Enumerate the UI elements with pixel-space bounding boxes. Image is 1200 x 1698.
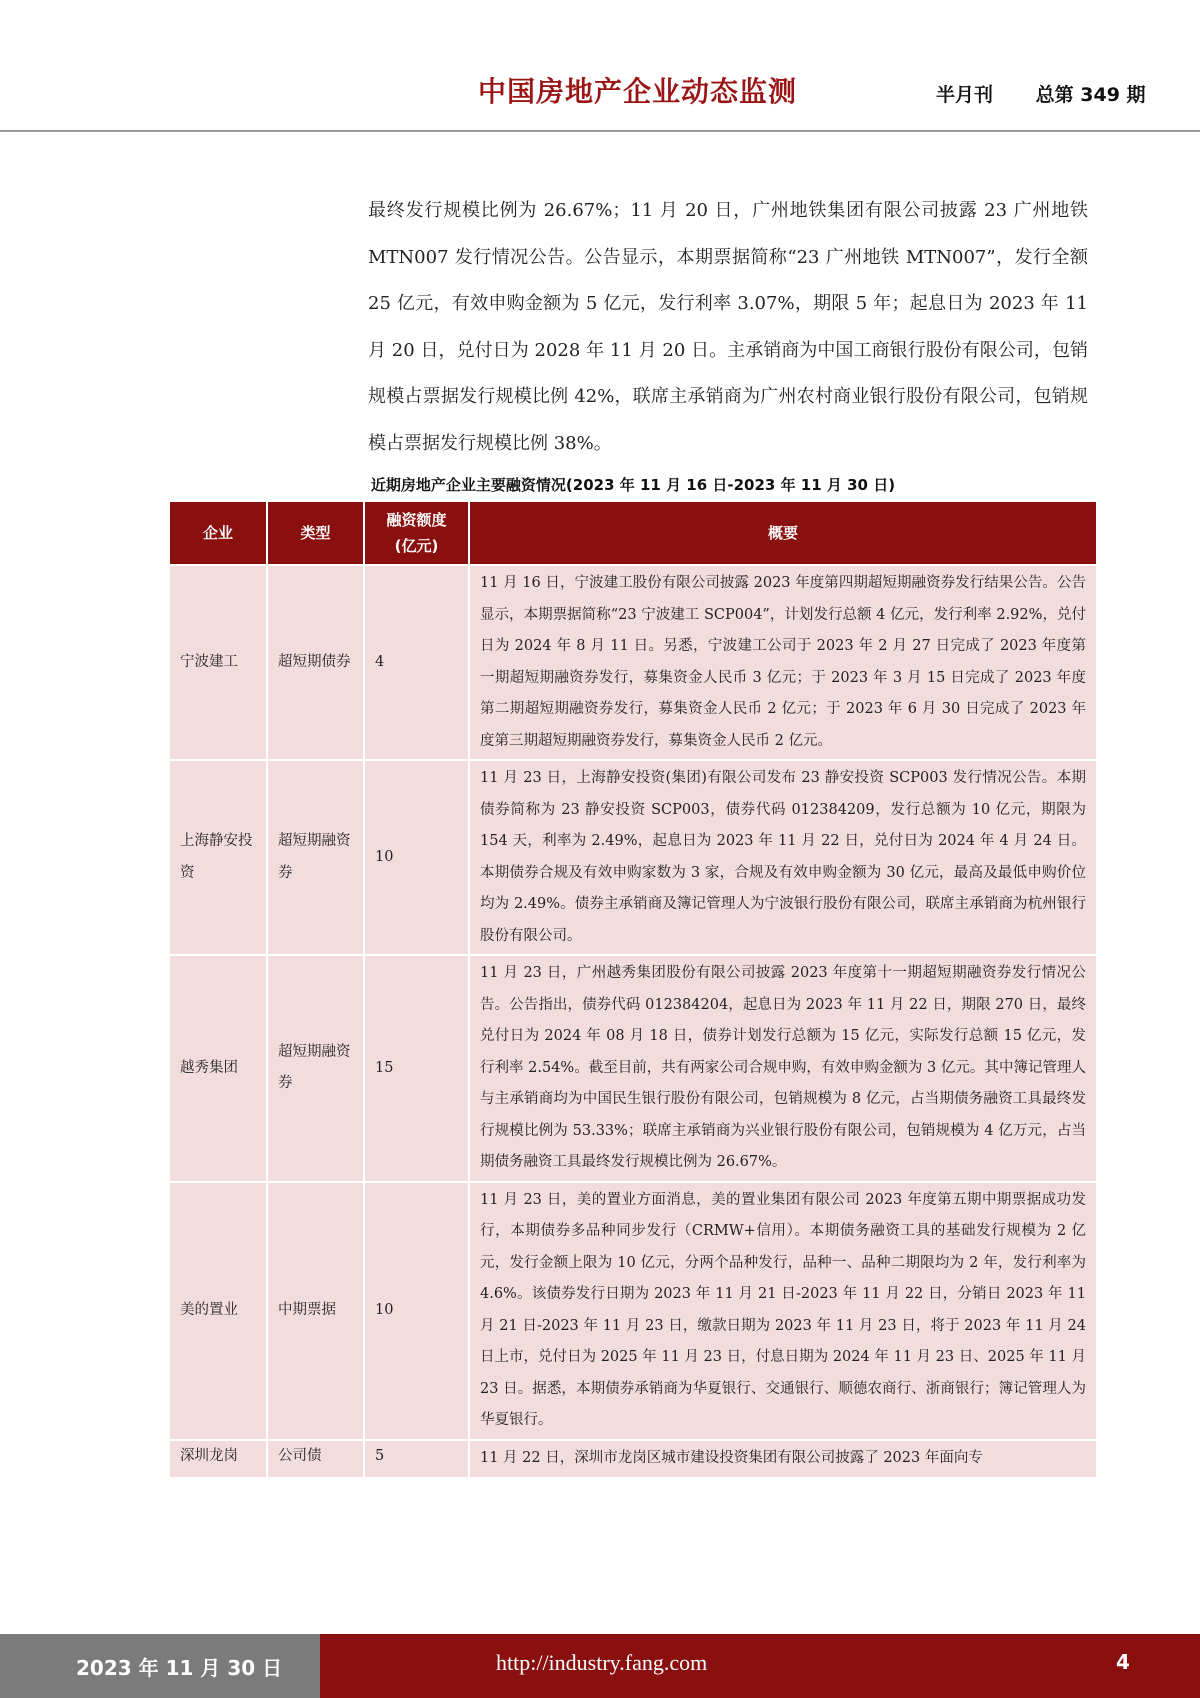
cell-company: 上海静安投资 [170,760,267,955]
cell-company: 越秀集团 [170,955,267,1182]
table-row [170,760,1096,955]
cell-summary: 11 月 23 日，广州越秀集团股份有限公司披露 2023 年度第十一期超短期融资券发行情况公告。公告指出，债券代码 012384204，起息日为 2023 年 11 月 22 日，期限 270 日，最终兑付日为 2024 年 08 月 18 日，债券计划发行总额为 15 亿元，实际发行总额 15 亿元，发行利率 2.54%。截至目前，共有两家公司合规申购，有效申购金额为 3 亿元。其中簿记管理人与主承销商均为中国民生银行股份有限公司，包销规模为 8 亿元，占当期债务融资工具最终发行规模比例为 53.33%；联席主承销商为兴业银行股份有限公司，包销规模为 4 亿万元，占当期债务融资工具最终发行规模比例为 26.67%。 [469,955,1096,1182]
intro-text [368,188,1088,467]
table-row [170,565,1096,760]
header-amount [364,502,469,565]
header-amount-unit: (亿元) [394,537,439,555]
issue-number: 总第 349 期 [1035,84,1146,106]
frequency-label: 半月刊 [936,84,994,106]
cell-type: 超短期债券 [267,565,364,760]
footer-date: 2023 年 11 月 30 日 [76,1656,283,1680]
cell-amount: 5 [364,1440,469,1477]
header-summary: 概要 [469,502,1096,565]
header-divider [0,130,1200,132]
cell-summary: 11 月 22 日，深圳市龙岗区城市建设投资集团有限公司披露了 2023 年面向专 [469,1440,1096,1477]
header-type: 类型 [267,502,364,565]
cell-company: 深圳龙岗 [170,1440,267,1477]
cell-type: 超短期融资券 [267,955,364,1182]
table-row [170,1440,1096,1477]
cell-company: 宁波建工 [170,565,267,760]
cell-summary: 11 月 16 日，宁波建工股份有限公司披露 2023 年度第四期超短期融资券发行结果公告。公告显示，本期票据简称“23 宁波建工 SCP004”，计划发行总额 4 亿元，发行利率 2.92%，兑付日为 2024 年 8 月 11 日。另悉，宁波建工公司于 2023 年 2 月 27 日完成了 2023 年度第一期超短期融资券发行，募集资金人民币 3 亿元；于 2023 年 3 月 15 日完成了 2023 年度第二期超短期融资券发行，募集资金人民币 2 亿元；于 2023 年 6 月 30 日完成了 2023 年度第三期超短期融资券发行，募集资金人民币 2 亿元。 [469,565,1096,760]
issue-info [936,80,1146,107]
cell-amount: 15 [364,955,469,1182]
intro-paragraph: 最终发行规模比例为 26.67%；11 月 20 日，广州地铁集团有限公司披露 23 广州地铁 MTN007 发行情况公告。公告显示，本期票据简称“23 广州地铁 MTN007”，发行全额 25 亿元，有效申购金额为 5 亿元，发行利率 3.07%，期限 5 年；起息日为 2023 年 11 月 20 日，兑付日为 2028 年 11 月 20 日。主承销商为中国工商银行股份有限公司，包销规模占票据发行规模比例 42%，联席主承销商为广州农村商业银行股份有限公司，包销规模占票据发行规模比例 38%。 [368,200,1088,454]
cell-amount: 10 [364,1182,469,1440]
report-title: 中国房地产企业动态监测 [478,75,798,108]
header-amount-label: 融资额度 [386,511,447,529]
cell-type: 中期票据 [267,1182,364,1440]
cell-summary: 11 月 23 日，美的置业方面消息，美的置业集团有限公司 2023 年度第五期中期票据成功发行，本期债券多品种同步发行（CRMW+信用）。本期债务融资工具的基础发行规模为 2 亿元，发行金额上限为 10 亿元，分两个品种发行，品种一、品种二期限均为 2 年，发行利率为 4.6%。该债券发行日期为 2023 年 11 月 21 日-2023 年 11 月 22 日，分销日 2023 年 11 月 21 日-2023 年 11 月 23 日，缴款日期为 2023 年 11 月 23 日，将于 2023 年 11 月 24 日上市，兑付日为 2025 年 11 月 23 日，付息日期为 2024 年 11 月 23 日、2025 年 11 月 23 日。据悉，本期债券承销商为华夏银行、交通银行、顺德农商行、浙商银行；簿记管理人为华夏银行。 [469,1182,1096,1440]
cell-type: 超短期融资券 [267,760,364,955]
cell-amount: 4 [364,565,469,760]
table-header-row [170,502,1096,565]
cell-type: 公司债 [267,1440,364,1477]
header-company: 企业 [170,502,267,565]
cell-company: 美的置业 [170,1182,267,1440]
footer-url-bar [320,1634,1200,1698]
cell-summary: 11 月 23 日，上海静安投资(集团)有限公司发布 23 静安投资 SCP003 发行情况公告。本期债券简称为 23 静安投资 SCP003，债券代码 012384209，发行总额为 10 亿元，期限为 154 天，利率为 2.49%，起息日为 2023 年 11 月 22 日，兑付日为 2024 年 4 月 24 日。本期债券合规及有效申购家数为 3 家，合规及有效申购金额为 30 亿元，最高及最低申购价位均为 2.49%。债券主承销商及簿记管理人为宁波银行股份有限公司，联席主承销商为杭州银行股份有限公司。 [469,760,1096,955]
cell-amount: 10 [364,760,469,955]
table-row [170,955,1096,1182]
footer-url-link[interactable]: http://industry.fang.com [496,1650,708,1675]
table-caption: 近期房地产企业主要融资情况(2023 年 11 月 16 日-2023 年 11 月 30 日) [370,476,896,494]
table-row [170,1182,1096,1440]
financing-table [170,502,1096,1477]
page-number: 4 [1116,1650,1130,1674]
